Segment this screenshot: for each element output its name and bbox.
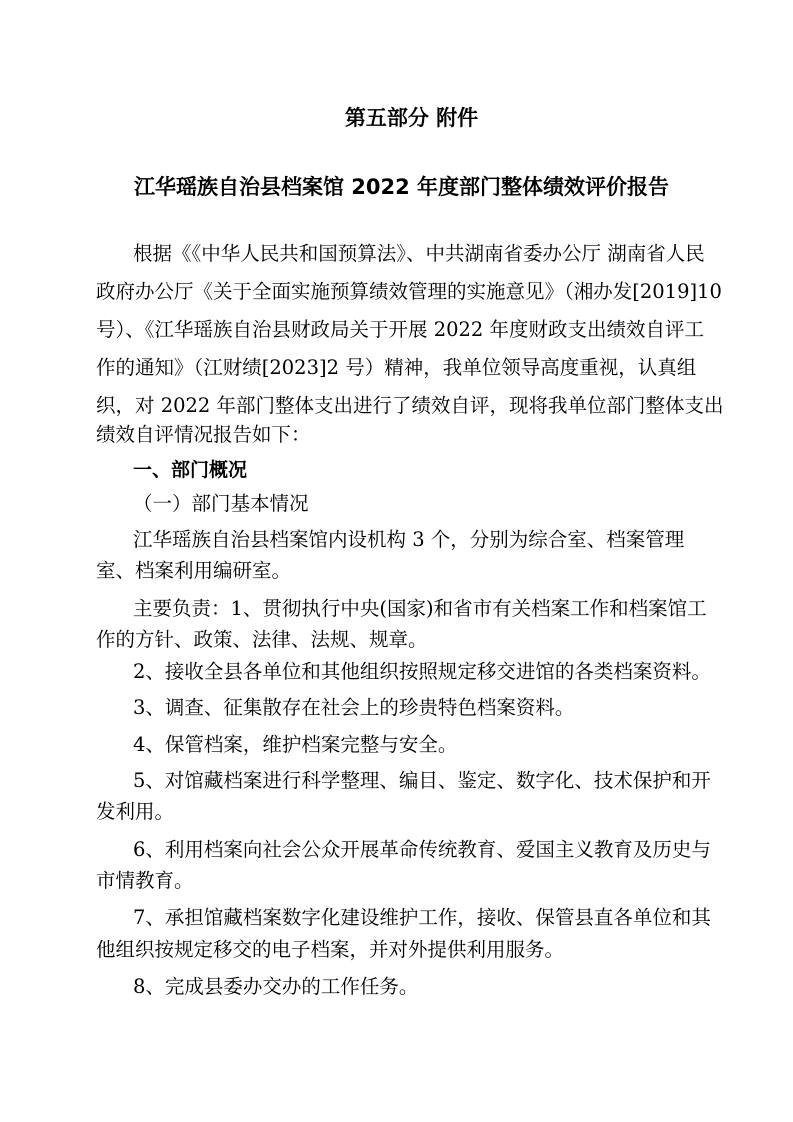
duty-line: 5、对馆藏档案进行科学整理、编目、鉴定、数字化、技术保护和开	[133, 769, 711, 792]
intro-line: 作的通知》（江财绩[2023]2 号）精神，我单位领导高度重视，认真组	[96, 356, 697, 379]
org-line: 江华瑶族自治县档案馆内设机构 3 个，分别为综合室、档案管理	[133, 528, 685, 551]
duty-line: 2、接收全县各单位和其他组织按照规定移交进馆的各类档案资料。	[133, 660, 711, 683]
part-title: 第五部分 附件	[344, 106, 479, 130]
report-title: 江华瑶族自治县档案馆 2022 年度部门整体绩效评价报告	[133, 175, 670, 199]
intro-line: 根据《《中华人民共和国预算法》、中共湖南省委办公厅 湖南省人民	[133, 242, 705, 265]
duty-line: 4、保管档案，维护档案完整与安全。	[133, 733, 458, 756]
intro-line: 织，对 2022 年部门整体支出进行了绩效自评，现将我单位部门整体支出	[96, 394, 724, 417]
duty-line: 发利用。	[96, 800, 175, 823]
intro-line: 政府办公厅《关于全面实施预算绩效管理的实施意见》（湘办发[2019]10	[96, 280, 722, 303]
duty-line: 8、完成县委办交办的工作任务。	[133, 975, 419, 998]
duty-line: 市情教育。	[96, 869, 194, 892]
duty-line: 作的方针、政策、法律、法规、规章。	[96, 628, 428, 651]
duty-line: 6、利用档案向社会公众开展革命传统教育、爱国主义教育及历史与	[133, 838, 711, 861]
section-heading: 一、部门概况	[133, 459, 248, 481]
duty-line: 7、承担馆藏档案数字化建设维护工作，接收、保管县直各单位和其	[133, 906, 711, 929]
duty-line: 3、调查、征集散存在社会上的珍贵特色档案资料。	[133, 696, 575, 719]
subsection-heading: （一）部门基本情况	[133, 492, 309, 515]
org-line: 室、档案利用编研室。	[96, 559, 292, 582]
duty-line: 主要负责：1、贯彻执行中央(国家)和省市有关档案工作和档案馆工	[133, 597, 707, 620]
intro-line: 号）、《江华瑶族自治县财政局关于开展 2022 年度财政支出绩效自评工	[96, 318, 705, 341]
duty-line: 他组织按规定移交的电子档案，并对外提供利用服务。	[96, 938, 565, 961]
intro-line: 绩效自评情况报告如下：	[96, 423, 311, 446]
